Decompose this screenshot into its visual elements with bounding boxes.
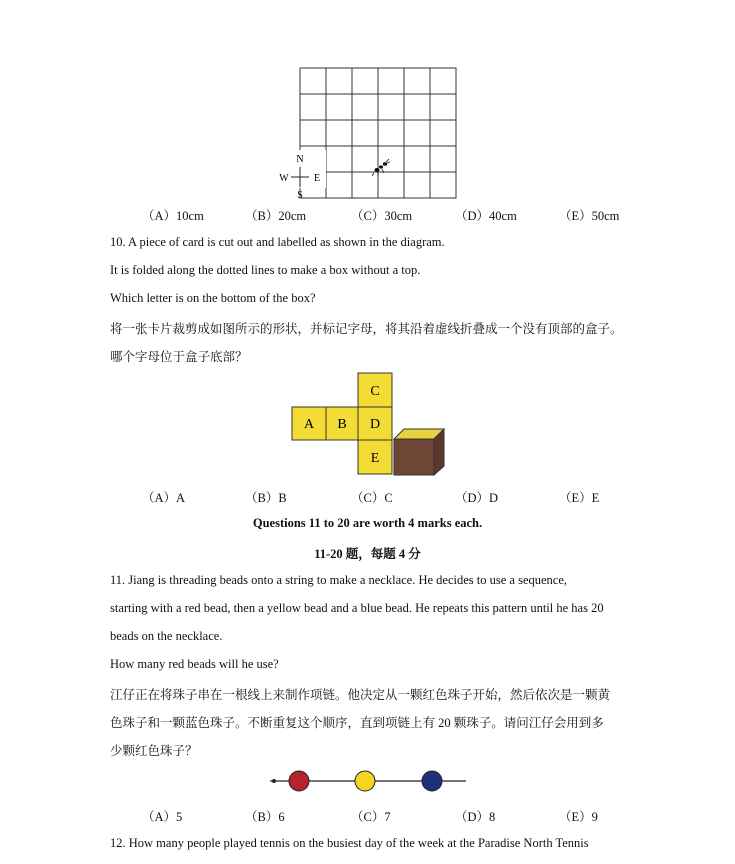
q11-line-7: 少颗红色珠子？	[110, 744, 198, 758]
q9-options	[0, 206, 735, 224]
string-end-dot	[272, 779, 276, 783]
section-heading-en: Questions 11 to 20 are worth 4 marks each.	[252, 516, 483, 530]
yellow-bead	[355, 771, 375, 791]
net-label-d: D	[369, 417, 381, 432]
q9-option-d[interactable]: （D）40cm	[455, 209, 517, 223]
q12-line-1: 12. How many people played tennis on the busiest day of the week at the Paradise North Tennis	[110, 836, 589, 850]
q11-line-4: How many red beads will he use?	[110, 657, 279, 671]
blue-bead	[422, 771, 442, 791]
q9-option-e[interactable]: （E）50cm	[559, 209, 620, 223]
q9-grid-figure	[270, 62, 470, 204]
q9-option-c[interactable]: （C）30cm	[351, 209, 413, 223]
q11-line-3: beads on the necklace.	[110, 629, 223, 643]
q11-line-1: 11. Jiang is threading beads onto a string to make a necklace. He decides to use a sequence,	[110, 573, 568, 587]
q10-line-3: Which letter is on the bottom of the box?	[110, 291, 316, 305]
q9-option-a[interactable]: （A）10cm	[142, 209, 204, 223]
box-front	[394, 439, 434, 475]
q11-option-a[interactable]: （A）5	[142, 810, 183, 824]
q11-line-6: 色珠子和一颗蓝色珠子。不断重复这个顺序，直到项链上有 20 颗珠子。请问江仔会用到多	[110, 716, 604, 730]
red-bead	[289, 771, 309, 791]
q9-option-b[interactable]: （B）20cm	[245, 209, 307, 223]
q11-beads-figure	[266, 766, 472, 796]
q10-option-a[interactable]: （A）A	[142, 491, 186, 505]
ant-icon	[372, 159, 390, 176]
q10-line-5: 哪个字母位于盒子底部？	[110, 350, 248, 364]
q10-net-figure	[288, 370, 448, 478]
q11-option-d[interactable]: （D）8	[455, 810, 496, 824]
compass-s: S	[297, 190, 303, 201]
q10-line-2: It is folded along the dotted lines to make a box without a top.	[110, 263, 421, 277]
q11-line-5: 江仔正在将珠子串在一根线上来制作项链。他决定从一颗红色珠子开始，然后依次是一颗黄	[110, 688, 611, 702]
q11-option-c[interactable]: （C）7	[351, 810, 391, 824]
q11-line-2: starting with a red bead, then a yellow bead and a blue bead. He repeats this pattern until he has 20	[110, 601, 604, 615]
section-heading-zh: 11-20 题，每题 4 分	[314, 547, 421, 561]
q11-options	[0, 807, 735, 825]
compass-n: N	[296, 154, 304, 165]
q10-line-1: 10. A piece of card is cut out and labelled as shown in the diagram.	[110, 235, 445, 249]
q10-option-e[interactable]: （E）E	[559, 491, 600, 505]
compass-w: W	[279, 173, 289, 184]
net-label-b: B	[337, 417, 347, 432]
q10-option-c[interactable]: （C）C	[351, 491, 393, 505]
compass-e: E	[313, 173, 321, 184]
q11-option-e[interactable]: （E）9	[559, 810, 598, 824]
q11-option-b[interactable]: （B）6	[245, 810, 285, 824]
q10-option-b[interactable]: （B）B	[245, 491, 287, 505]
open-box-icon	[394, 429, 444, 475]
q10-options	[0, 488, 735, 506]
net-label-e: E	[370, 451, 380, 466]
net-label-a: A	[303, 417, 315, 432]
net-label-c: C	[370, 384, 380, 399]
q10-option-d[interactable]: （D）D	[455, 491, 499, 505]
q10-line-4: 将一张卡片裁剪成如图所示的形状，并标记字母，将其沿着虚线折叠成一个没有顶部的盒子。	[110, 322, 623, 336]
